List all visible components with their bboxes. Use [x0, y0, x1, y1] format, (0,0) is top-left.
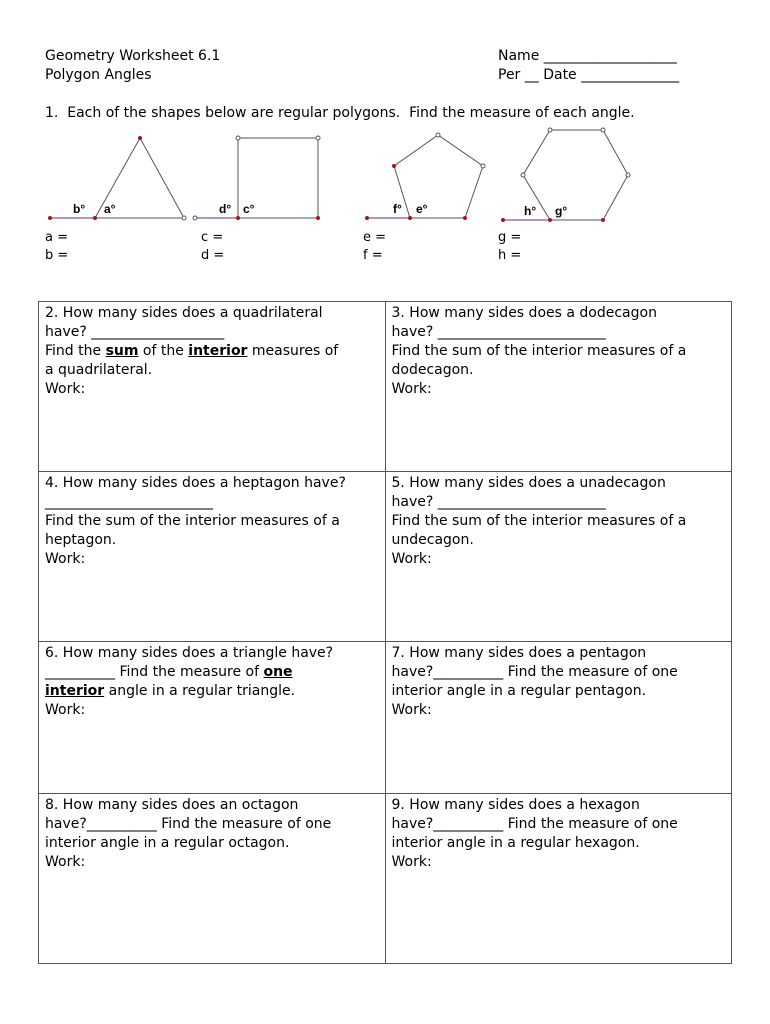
q4-line4: heptagon. [45, 532, 117, 548]
answer-h: h = [498, 248, 522, 263]
angle-label-c: c° [243, 202, 255, 216]
answer-e: e = [363, 230, 387, 245]
q2-line3: Find the sum of the interior measures of [45, 343, 339, 359]
angle-label-a: a° [104, 202, 116, 216]
angle-label-h: h° [524, 204, 537, 218]
question-2-cell [39, 302, 386, 472]
q8-line2: have?__________ Find the measure of one [45, 816, 332, 832]
q4-line3: Find the sum of the interior measures of a [45, 513, 340, 529]
q9-line1: 9. How many sides does a hexagon [391, 797, 640, 813]
answer-f: f = [363, 248, 383, 263]
q6-line2: __________ Find the measure of one [45, 664, 293, 680]
q4-line2: ________________________ [45, 494, 213, 510]
answer-b: b = [45, 248, 69, 263]
question-1-prompt: 1. Each of the shapes below are regular polygons. Find the measure of each angle. [45, 105, 635, 121]
sum-emphasis: sum [105, 343, 139, 359]
q2-work-label: Work: [45, 381, 86, 397]
hexagon-shape [523, 130, 628, 220]
angle-label-g: g° [555, 204, 568, 218]
q7-work-label: Work: [391, 702, 432, 718]
q3-line1: 3. How many sides does a dodecagon [391, 305, 657, 321]
name-field: Name ___________________ [498, 48, 677, 64]
angle-label-d: d° [219, 202, 232, 216]
interior-emphasis: interior [188, 343, 248, 359]
q7-line3: interior angle in a regular pentagon. [391, 683, 647, 699]
q3-line4: dodecagon. [391, 362, 474, 378]
interior-emphasis: interior [45, 683, 105, 699]
q5-line1: 5. How many sides does a unadecagon [391, 475, 666, 491]
question-3-cell [385, 302, 732, 472]
question-7-cell [385, 642, 732, 794]
angle-label-e: e° [416, 202, 428, 216]
answer-g: g = [498, 230, 522, 245]
q9-line2: have?__________ Find the measure of one [391, 816, 678, 832]
question-8-cell [39, 794, 386, 964]
one-emphasis: one [263, 664, 293, 680]
question-5-cell [385, 472, 732, 642]
q6-line3: interior angle in a regular triangle. [45, 683, 296, 699]
answer-d: d = [201, 248, 225, 263]
q5-work-label: Work: [391, 551, 432, 567]
q8-line3: interior angle in a regular octagon. [45, 835, 290, 851]
q2-line4: a quadrilateral. [45, 362, 153, 378]
q5-line3: Find the sum of the interior measures of a [391, 513, 687, 529]
q6-work-label: Work: [45, 702, 86, 718]
q8-line1: 8. How many sides does an octagon [45, 797, 299, 813]
answer-a: a = [45, 230, 68, 245]
period-date-field: Per __ Date ______________ [498, 67, 680, 83]
question-9-cell [385, 794, 732, 964]
pentagon-shape [394, 135, 483, 218]
polygon-diagrams [0, 120, 770, 230]
worksheet-subtitle: Polygon Angles [45, 67, 152, 83]
q2-line2: have? ___________________ [45, 324, 225, 340]
q8-work-label: Work: [45, 854, 86, 870]
answer-c: c = [201, 230, 224, 245]
q3-line2: have? ________________________ [391, 324, 606, 340]
q4-work-label: Work: [45, 551, 86, 567]
q7-line1: 7. How many sides does a pentagon [391, 645, 647, 661]
q5-line4: undecagon. [391, 532, 474, 548]
q3-work-label: Work: [391, 381, 432, 397]
q6-line1: 6. How many sides does a triangle have? [45, 645, 334, 661]
questions-table [38, 301, 732, 964]
question-4-cell [39, 472, 386, 642]
q5-line2: have? ________________________ [391, 494, 606, 510]
q3-line3: Find the sum of the interior measures of a [391, 343, 687, 359]
worksheet-title: Geometry Worksheet 6.1 [45, 48, 221, 64]
q9-line3: interior angle in a regular hexagon. [391, 835, 640, 851]
question-6-cell [39, 642, 386, 794]
q4-line1: 4. How many sides does a heptagon have? [45, 475, 346, 491]
q7-line2: have?__________ Find the measure of one [391, 664, 678, 680]
angle-label-f: f° [393, 202, 402, 216]
angle-label-b: b° [73, 202, 86, 216]
q9-work-label: Work: [391, 854, 432, 870]
q2-line1: 2. How many sides does a quadrilateral [45, 305, 323, 321]
